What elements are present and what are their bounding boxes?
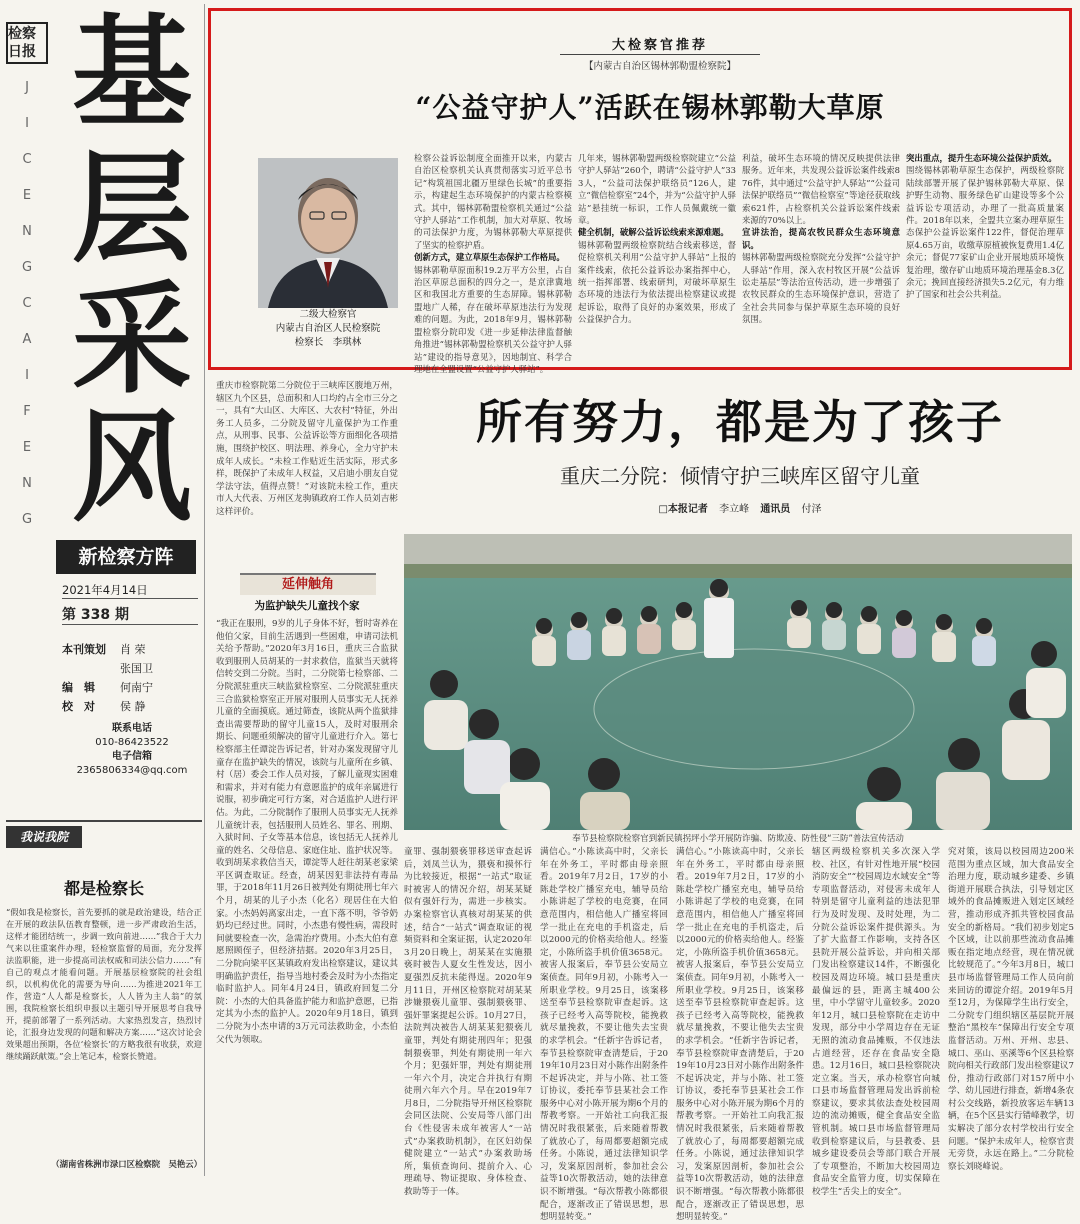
pinyin-column: J I C E N G C A I F E N G [21,80,33,527]
editor-row: 校 对 侯 静 [62,700,146,713]
prosecutor-portrait [258,158,398,308]
editor-row: 张国卫 [120,662,153,675]
issue-date: 2021年4月14日 [62,583,148,597]
main-col-5: 辖区两级检察机关多次深入学校、社区，有针对性地开展“校园消防安全”“校园周边水域安全”等专项监督活动，对侵害未成年人特别是留守儿童利益的违法犯罪行为及时发现、及时处理，为二分院公益诉讼案件提供源头。为了扩大监督工作影响，支持各区县院开展公益诉讼，并向相关部门发出检察建议14件，不断强化校园及周边环境。城口县是重庆最偏远的县，距离主城400公里，中小学留守儿童较多。2020年12月，城口县检察院在走访中发现，部分中小学周边存在无证无照的流动食品摊贩，不仅违法占道经营，还存在食品安全隐患。12月16日，城口县检察院决定立案。当天，承办检察官向城口县市场监督管理局发出诉前检察建议，要求其依法查处校园周边的流动摊贩，健全食品安全监管机制。城口县市场监督管理局收到检察建议后，与县教委、县城乡建设委员会等部门联合开展了专项整治，不断加大校园周边食品安全监管力度，切实保障在校学生“舌尖上的安全”。 [812,847,940,1198]
kicker-rule [560,54,760,55]
my-view-body: “假如我是检察长，首先要抓的就是政治建设，结合正在开展的政法队伍教育整顿，进一步严肃政治生活，这样才能团结统一，步调一致向前进……”我合于大力气来以往重案件办理，轻检察监督的局面，充分发挥法监职能，进一步提高司法权威和司法公信力……”有自己的观点才能看问题。开展基层检察院的社会组织，以机构优化的需要为导向……为推进2021年工作，营造“人人都是检察长，人人皆为主人翁”的氛围，我院检察长组织申报以主题引导开展思考自我导开，提前部署了一系列活动。大家热烈发言，热烈讨论，汇报身边发现的问题和解决方案……“这次讨论会效果超出预期，各位‘检察长’的方略我很有收获，欢迎继续踊跃献策。”会上笔记本，检察长赞道。 [6,907,202,1061]
main-col-3: 满信心。”小陈读高中时，父亲长年在外务工，平时都由母亲照看。2019年7月2日，17岁的小陈赴学校广播室充电，辅导员给小陈讲起了学校的电竞赛，在同意范围内，相信他人广播室将回学一批止在充电的手机盗走，后以2000元的价格卖给他人。经鉴定，小陈所盗手机价值3658元。被害人报案后，奉节县公安局立案侦查。同年9月初，小陈考入一所职业学校。9月25日，该案移送至奉节县检察院审查起诉。这孩子已经考入高等院校，能挽救就尽量挽救，不要让他失去宝贵的求学机会。“任新宇告诉记者，奉节县检察院审查清楚后，于2019年10月23日对小陈作出附条件不起诉决定，并与小陈、社工签订协议，委托奉节县某社会工作服务中心对小陈开展为期6个月的帮教考察。一开始社工向我汇报情况时我很紧张，后来随着帮教了就放心了，每周都要超额完成任务。小陈说，通过法律知识学习，发案原因剖析，参加社会公益等10次帮教活动，她的法律意识不断增强。“每次帮教小陈都很配合，逐渐改正了错误思想，思想明显转变。” [540,847,668,1223]
date-rule [62,598,198,599]
top-article-col-1: 检察公益诉讼制度全面推开以来，内蒙古自治区检察机关认真贯彻落实习近平总书记“构筑祖国北疆万里绿色长城”的重要指示，构建起生态环境保护的内蒙古检察模式。其中，锡林郭勒盟检察机关通过“公益守护人驿站”工作机制，加大对草原、牧场的司法保护力度，为锡林郭勒大草原提供了坚实的检察护盾。 创新方式，建立草原生态保护工作格局。 锡林郭勒草原面积19.2万平方公里，占自治区草原总面积的四分之一，是京津冀地区和我国北方重要的生态屏障。锡林郭勒盟地广人稀，存在破坏草原违法行为发现难的问题。为此，2018年9月，锡林郭勒盟检察分院印发《进一步延伸法律监督触角推进“锡林郭勒盟检察机关公益守护人驿站”建设的指导意见》，因地制宜、科学合理地在全盟设置“公益守护人驿站”。 [414,153,572,374]
section-banner: 新检察方阵 [56,540,196,574]
recommend-kicker: 大检察官推荐 [611,38,708,53]
title-char-3: 采 [72,271,192,410]
title-char-1: 基 [72,4,192,143]
issue-number: 第 338 期 [62,607,129,623]
editors-list [62,640,202,716]
main-left-column: “我正在服刑，9岁的儿子身体不好，暂时寄养在他伯父家，目前生活遇到一些困难，申请司法机关给予帮助。”2020年3月16日，重庆三合监狱收到服刑人员胡某的一封求救信，监狱当天就将信转交到二分院。当时，二分院第七检察部、二分院派驻重庆三峡监狱检察室、二分院派驻重庆三合监狱检察室正开展对服刑人员事实无人抚养儿童的全面摸底。通过筛查，该院从两个监狱排查出需要帮助的留守儿童15人，及时对服刑余期长、问题亟须解决的留守儿童进行介入。第七检察部主任谭淀告诉记者，针对办案发现留守儿童存在监护缺失的情况，该院与儿童所在乡镇、村（居）委会工作人员对接，了解儿童现实困难和需求，并对有能力有意愿监护的成年亲属进行说服，初步确定可行方案，对合适监护人进行评估。为此，二分院制作了服刑人员事实无人抚养儿童统计表，包括服刑人员姓名、罪名、刑期、入狱时间、子女等基本信息，该包括无人抚养儿童的姓名、父母信息、家庭住址、监护状况等。收到胡某求救信当天，谭淀等人赶往胡某老家梁平区调查取证。经查，胡某因犯非法持有毒品罪，于2018年11月26日被判处有期徒刑七年六个月，胡某的儿子小杰（化名）现居住在大伯家。小杰妈妈离家出走，一直下落不明，爷爷奶奶均已经过世。同时，小杰患有慢性病，需段时间就要检查一次，急需治疗费用。小杰大伯有意愿照顾侄子，但经济拮据。2020年3月25日，二分院向梁平区某镇政府发出检察建议，建议其明确监护责任，指导当地村委会及时为小杰指定临时监护人。同年4月24日，镇政府回复二分院：小杰的大伯具备监护能力和监护意愿，已指定其为小杰的监护人。2020年9月18日，镇到二分院为小杰申请的3万元司法救助金，小杰伯父代为领取。 [216,619,398,1045]
schoolyard-photo [404,534,1072,830]
my-view-tag: 我说我院 [6,826,82,848]
top-article-col-4: 突出重点，提升生态环境公益保护质效。 围绕锡林郭勒草原生态保护，两级检察院陆续部署开展了保护锡林郭勒大草原、保护野生动物、服务绿色矿山建设等多个公益诉讼专项活动，办理了一批高质量案件。2018年以来，全盟共立案办理草原生态保护公益诉讼案件122件，督促治理草原4.65万亩，收缴草原植被恢复费用1.4亿余元；督促77家矿山企业开展地质环境恢复治理，缴存矿山地质环境治理基金8.3亿余元；挽回直接经济损失5.2亿元，有力维护了国家和社会公共利益。 [906,153,1064,300]
main-col-2: 童罪、强制猥亵罪移送审查起诉后，刘凤兰认为，猥亵和摸怀行为比较接近，根据“一站式”取证时被害人的情况介绍，胡某某疑似有强奸行为，需进一步核实。办案检察官认真核对胡某某的供述，结合“一站式”调查取证的视频资料和全案证据，认定2020年3月20日晚上，胡某某在实施猥亵时被告人夏女生性发达，因小夏强烈反抗未能得逞。2020年9月11日，开州区检察院对胡某某涉嫌猥亵儿童罪、强制猥亵罪、强奸罪案提起公诉。10月27日，法院判决被告人胡某某犯猥亵儿童罪，判处有期徒刑四年；犯强制猥亵罪，判处有期徒刑一年六个月；犯强奸罪，判处有期徒刑一年六个月，决定合并执行有期徒刑六年六个月。早在2019年7月8日，二分院指导开州区检察院会同区法院、公安局等八部门出台《性侵害未成年被害人“一站式”办案救助机制》，在区妇幼保健院建立“一站式”办案救助场所，集侦查询问、提前介入、心理疏导、物证提取、身体检查、救助等于一体。 [404,847,532,1198]
contact-phone: 010-86423522 [95,737,169,748]
column-divider [204,4,205,1176]
contact-label: 联系电话 [112,723,152,734]
portrait-caption: 二级大检察官 内蒙古自治区人民检察院 检察长 李琪林 [275,309,381,348]
title-char-4: 风 [72,399,192,538]
editor-row: 本刊策划 肖 荣 [62,643,146,656]
contact-block [62,722,202,778]
my-view-divider [6,820,202,822]
main-col-6: 究对策，该局以校园周边200米范围为重点区域，加大食品安全治理力度，联动城乡建委、乡镇街道开展联合执法，引导划定区域外的食品摊贩进入划定区域经营，推动形成齐抓共管校园食品安全的新格局。“我们初步划定5个区域，让以前那些流动食品摊贩在指定地点经营，现在情况就比较规范了。”今年3月8日，城口县市场监督管理局工作人员向前来回访的谭淀介绍。2019年5月至12月，为保障学生出行安全，二分院专门组织辖区基层院开展整治“黑校车”保障出行安全专项监督活动。万州、开州、忠县、城口、巫山、巫溪等6个区县检察院向相关行政部门发出检察建议7份，推动行政部门对157所中小学、幼儿园进行排查，新增4条农村公交线路，新投放客运车辆13辆，在5个区县实行错峰教学，切实解决了部分农村学校出行安全问题。“保护未成年人，检察官责无旁贷，永远在路上。”二分院检察长刘晓峰说。 [948,847,1074,1172]
email-label: 电子信箱 [112,751,152,762]
top-article-col-3: 利益，破坏生态环境的情况反映提供法律服务。近年来，共发现公益诉讼案件线索876件，其中通过“公益守护人驿站”“公益司法保护联络员”“微信检察室”等途径获取线索621件，占检察机关公益诉讼案件线索来源的70%以上。 宣讲法治，提高农牧民群众生态环境意识。 锡林郭勒盟两级检察院充分发挥“公益守护人驿站”作用，深入农村牧区开展“公益诉讼走基层”等法治宣传活动，进一步增强了农牧民群众的生态环境保护意识，营造了全社会共同参与保护草原生态环境的良好氛围。 [742,153,900,325]
title-char-2: 层 [72,140,192,279]
subsection-heading: 延伸触角 [240,573,376,595]
main-col-4: 满信心。”小陈读高中时，父亲长年在外务工，平时都由母亲照看。2019年7月2日，17岁的小陈赴学校广播室充电，辅导员给小陈讲起了学校的电竞赛，在同意范围内，相信他人广播室将回学一批止在充电的手机盗走，后以2000元的价格卖给他人。经鉴定，小陈所盗手机价值3658元。被害人报案后，奉节县公安局立案侦查。同年9月初，小陈考入一所职业学校。9月25日，该案移送至奉节县检察院审查起诉。这孩子已经考入高等院校，能挽救就尽量挽救，不要让他失去宝贵的求学机会。“任新宇告诉记者，奉节县检察院审查清楚后，于2019年10月23日对小陈作出附条件不起诉决定，并与小陈、社工签订协议，委托奉节县某社会工作服务中心对小陈开展为期6个月的帮教考察。一开始社工向我汇报情况时我很紧张，后来随着帮教了就放心了，每周都要超额完成任务。小陈说，通过法律知识学习，发案原因剖析，参加社会公益等10次帮教活动，她的法律意识不断增强。“每次帮教小陈都很配合，逐渐改正了错误思想，思想明显转变。” [676,847,804,1223]
main-lead: 重庆市检察院第二分院位于三峡库区腹地万州，辖区九个区县，总面积和人口均约占全市三分之一，具有“大山区、大库区、大农村”特征，外出务工人员多，二分院及留守儿童保护为工作重点，从刑事、民事、公益诉讼等方面细化各项措施，围绕护校区、明法理、养身心，全力守护未成年人成长。“未检工作贴近生活实际，形式多样，既保护了未成年人权益，又启迪小朋友自觉学法守法，值得点赞！”对该院未检工作，重庆市人大代表、万州区龙驹镇政府工作人员刘吉彬这样评价。 [216,381,398,517]
recommend-title: “公益守护人”活跃在锡林郭勒大草原 [415,91,885,124]
my-view-title: 都是检察长 [63,879,144,898]
main-byline: □本报记者 李立峰 通讯员 付泽 [658,504,822,515]
photo-caption: 奉节县检察院检察官到新民镇拐坪小学开展防诈骗、防欺凌、防性侵“三防”普法宣传活动 [572,834,904,844]
main-title: 所有努力，都是为了孩子 [476,395,1004,449]
subsection-subheading: 为监护缺失儿童找个家 [254,600,360,612]
issue-rule [62,624,198,625]
top-article-col-2: 几年来，锡林郭勒盟两级检察院建立“公益守护人驿站”260个，聘请“公益守护人”333人，“公益司法保护联络员”126人，建立“微信检察室”24个，并为“公益守护人驿站”悬挂统一标识，工作人员佩戴统一徽章。 健全机制，破解公益诉讼线索来源难题。 锡林郭勒盟两级检察院结合线索移送，督促检察机关利用“公益守护人驿站”上报的案件线索，依托公益诉讼办案指挥中心，统一指挥部署、线索研判，对破坏草原生态环境的违法行为依法提出检察建议或提起诉讼，取得了良好的办案效果，形成了公益保护合力。 [578,153,736,325]
editor-row: 编 辑 何南宁 [62,681,153,694]
contact-email: 2365806334@qq.com [76,765,188,776]
my-view-author: （湖南省株洲市渌口区检察院 吴艳云） [51,1159,202,1169]
recommend-source: 【内蒙古自治区锡林郭勒盟检察院】 [583,61,736,72]
masthead-brand-logo: 检察日报 [6,22,50,66]
main-subtitle: 重庆二分院：倾情守护三峡库区留守儿童 [560,464,920,488]
